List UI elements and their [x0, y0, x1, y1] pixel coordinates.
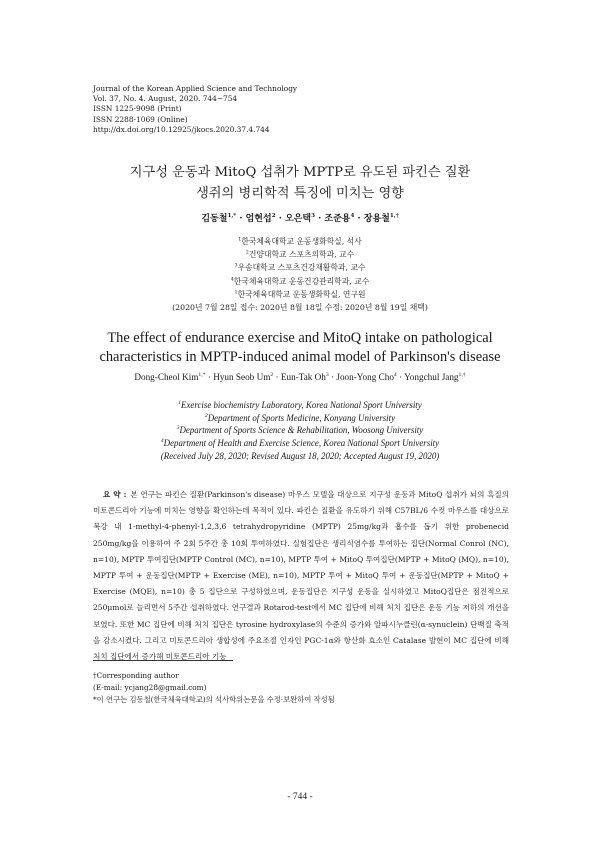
abstract-text: 본 연구는 파킨슨 질환(Parkinson's disease) 마우스 모델을 대상으로 지구성 운동과 MitoQ 섭취가 뇌의 흑질의 미토콘드리아 기능에 미치는 영향을 확인하는데 목적이 있다. 파킨슨 질환을 유도하기 위해 C57BL/6 수컷 마우스를 대상으로 복강 내 1-methyl-4-phenyl-1,2,3,6 tetrahydropyridine (MPTP) 25mg/kg과 흡수를 돕기 위한 probenecid 250mg/kg을 이용하여 주 2회 5주간 총 10회 투여하였다. 실험집단은 생리식염수를 투여하는 집단(Normal Conrol (NC), n=10), MPTP 투여집단(MPTP Control (MC), n=10), MPTP 투여 + MitoQ 투여집단(MPTP + MitoQ (MQ), n=10), MPTP 투여 + 운동집단(MPTP + Exercise (ME), n=10), MPTP 투여 + MitoQ 투여 + 운동집단(MPTP + MitoQ + Exercise (MQE), n=10) 총 5 집단으로 구성하였으며, 운동집단은 지구성 운동을 실시하였고 MitoQ집단은 점진적으로 250μmol로 늘리면서 5주간 섭취하였다. 연구결과 Rotarod-test에서 MC 집단에 비해 처치 집단은 운동 기능 저하의 개선을 보였다. 또한 MC 집단에 비해 처치 집단은 tyrosine hydroxylase의 수준의 증가와 알파시누클린(α-synuclein) 단백질 축적을 감소시켰다. 그리고 미토콘드리아 생합성에 주요조절 인자인 PGC-1α와 항산화 효소인 Catalase 발현이 MC 집단에 비해 처치 집단에서 증가해 미토콘드리아 기능 — [93, 490, 509, 662]
affiliation-text: 한국체육대학교 운동건강관리학과, 교수 — [233, 276, 370, 286]
author-name: 오은택 — [285, 214, 312, 224]
affiliation-item — [60, 424, 540, 437]
issn-online: ISSN 2288-1069 (Online) — [93, 114, 188, 124]
affiliation-text: 건양대학교 스포츠의학과, 교수 — [248, 250, 355, 260]
author-name: Joon-Yong Cho — [336, 372, 394, 382]
affiliation-text: Department of Sports Medicine, Konyang University — [207, 412, 396, 423]
affiliation-item — [60, 261, 540, 274]
english-title — [60, 329, 540, 367]
affiliation-item — [60, 248, 540, 261]
affiliation-item — [60, 399, 540, 412]
affiliation-item — [60, 275, 540, 288]
affiliation-item — [60, 437, 540, 450]
journal-header — [93, 84, 493, 135]
english-affiliations — [60, 399, 540, 463]
english-dates: (Received July 28, 2020; Revised August 18, 2020; Accepted August 19, 2020) — [160, 450, 440, 461]
affiliation-item — [60, 235, 540, 248]
journal-volume: Vol. 37, No. 4. August, 2020. 744~754 — [93, 94, 238, 104]
korean-affiliation-list — [60, 235, 540, 301]
author-separator: · — [205, 372, 214, 382]
author-affiliation-mark: 1,* — [227, 213, 237, 219]
affiliation-mark: 3 — [176, 425, 180, 432]
affiliation-mark: 1 — [234, 290, 238, 296]
author-affiliation-mark: 1,† — [389, 213, 399, 219]
author-affiliation-mark: 4 — [350, 213, 355, 219]
korean-title — [60, 162, 540, 204]
author-separator: · — [328, 372, 337, 382]
doi-link[interactable]: http://dx.doi.org/10.12925/jkocs.2020.37.4.744 — [93, 124, 270, 134]
affiliation-text: Department of Health and Exercise Science, Korea National Sport University — [163, 438, 440, 449]
affiliation-text: 우송대학교 스포츠건강재활학과, 교수 — [237, 263, 366, 273]
abstract — [93, 487, 509, 665]
abstract-label: 요 약 : — [103, 490, 127, 499]
author-affiliation-mark: 4 — [393, 371, 397, 378]
korean-title-line2: 생쥐의 병리학적 특징에 미치는 영향 — [196, 186, 404, 201]
author-affiliation-mark: 1,* — [198, 371, 206, 378]
author-affiliation-mark: 3 — [325, 371, 329, 378]
author-name: 장용철 — [363, 214, 390, 224]
author-separator: · — [354, 214, 364, 224]
author-affiliation-mark: 1,† — [458, 371, 466, 378]
author-name: 조준용 — [324, 214, 351, 224]
author-name: Yongchul Jang — [404, 372, 459, 382]
author-affiliation-mark: 2 — [271, 213, 276, 219]
korean-authors — [60, 211, 540, 224]
author-separator: · — [396, 372, 405, 382]
korean-affiliations — [60, 235, 540, 314]
affiliation-text: Exercise biochemistry Laboratory, Korea National Sport University — [181, 400, 422, 410]
page-number: - 744 - — [287, 792, 313, 802]
affiliation-mark: 4 — [230, 277, 234, 283]
author-name: 김동철 — [201, 214, 228, 224]
thesis-note: *이 연구는 김동철(한국체육대학교)의 석사학위논문을 수정·보완하여 작성됨 — [93, 695, 335, 704]
affiliation-mark: 2 — [204, 412, 208, 419]
affiliation-item — [60, 288, 540, 301]
affiliation-text: 한국체육대학교 운동생화학실, 연구원 — [237, 289, 366, 299]
author-separator: · — [275, 214, 285, 224]
author-separator: · — [236, 214, 246, 224]
corresponding-author: †Corresponding author — [93, 671, 179, 680]
footnotes — [93, 670, 513, 706]
affiliation-text: 한국체육대학교 운동생화학실, 석사 — [241, 237, 362, 246]
author-separator: · — [273, 372, 281, 382]
affiliation-mark: 4 — [160, 438, 164, 445]
author-name: 엄현섭 — [245, 214, 272, 224]
english-affiliation-list — [60, 399, 540, 450]
author-separator: · — [314, 214, 325, 224]
journal-name: Journal of the Korean Applied Science and Technology — [93, 84, 298, 93]
affiliation-text: Department of Sports Science & Rehabilitation, Woosong University — [179, 425, 424, 436]
affiliation-mark: 1 — [178, 400, 182, 407]
author-affiliation-mark: 2 — [270, 371, 274, 378]
korean-dates: (2020년 7월 28일 접수: 2020년 8월 18일 수정: 2020년 8월 19일 채택) — [172, 303, 428, 313]
english-title-line1: The effect of endurance exercise and MitoQ intake on pathological — [107, 330, 493, 346]
english-authors — [60, 372, 540, 382]
author-name: Dong-Cheol Kim — [134, 372, 199, 382]
footnote-divider — [93, 660, 233, 661]
author-affiliation-mark: 3 — [311, 213, 315, 219]
affiliation-mark: 1 — [238, 237, 242, 243]
english-title-line2: characteristics in MPTP-induced animal model of Parkinson's disease — [99, 349, 501, 365]
affiliation-mark: 3 — [234, 263, 238, 269]
affiliation-mark: 2 — [245, 250, 249, 256]
corresponding-email: (E-mail: ycjang28@gmail.com) — [93, 683, 207, 692]
author-name: Hyun Seob Um — [213, 372, 271, 382]
korean-title-line1: 지구성 운동과 MitoQ 섭취가 MPTP로 유도된 파킨슨 질환 — [129, 165, 471, 180]
issn-print: ISSN 1225-9098 (Print) — [93, 104, 182, 114]
author-name: Eun-Tak Oh — [280, 372, 326, 382]
affiliation-item — [60, 412, 540, 425]
